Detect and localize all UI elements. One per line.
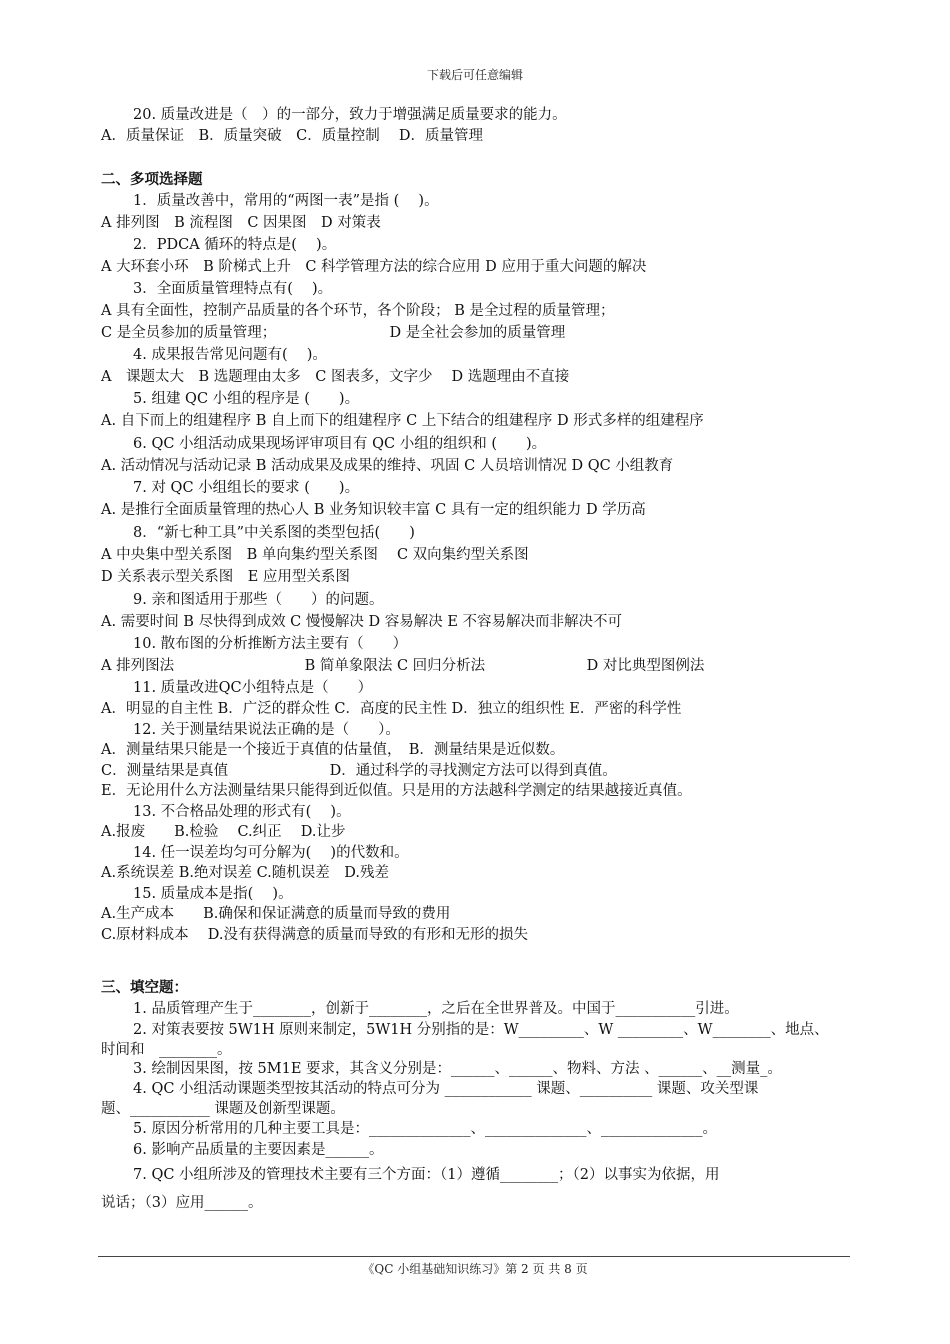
text-line: A 具有全面性，控制产品质量的各个环节，各个阶段； B 是全过程的质量管理； [101, 303, 615, 319]
section-heading: 二、多项选择题 [101, 171, 203, 188]
text-line: A.生产成本 B.确保和保证满意的质量而导致的费用 [101, 906, 451, 922]
text-line: A. 活动情况与活动记录 B 活动成果及成果的维持、巩固 C 人员培训情况 D QC 小组教育 [101, 458, 674, 474]
page-footer: 《QC 小组基础知识练习》第 2 页 共 8 页 [362, 1262, 588, 1276]
text-line: A 排列图 B 流程图 C 因果图 D 对策表 [101, 215, 381, 231]
text-line: 8．“新七种工具”中关系图的类型包括( ) [133, 525, 415, 541]
text-line: 说话；（3）应用______。 [101, 1195, 263, 1211]
text-line: A．质量保证 B．质量突破 C．质量控制 D．质量管理 [101, 128, 483, 144]
text-line: C．测量结果是真值 D．通过科学的寻找测定方法可以得到真值。 [101, 763, 617, 779]
section-heading: 三、填空题： [101, 979, 188, 996]
text-line: 14. 任一误差均匀可分解为( )的代数和。 [133, 845, 409, 861]
text-line: 9. 亲和图适用于那些（ ）的问题。 [133, 592, 384, 608]
text-line: 12. 关于测量结果说法正确的是（ ）。 [133, 722, 400, 738]
text-line: A.报废 B.检验 C.纠正 D.让步 [101, 824, 346, 840]
text-line: A 大环套小环 B 阶梯式上升 C 科学管理方法的综合应用 D 应用于重大问题的解决 [101, 259, 647, 275]
text-line: 1．质量改善中，常用的“两图一表”是指 ( )。 [133, 193, 439, 209]
text-line: 15. 质量成本是指( )。 [133, 886, 293, 902]
text-line: 7. QC 小组所涉及的管理技术主要有三个方面：（1）遵循________；（2）以事实为依据，用 [133, 1167, 720, 1183]
text-line: A. 自下而上的组建程序 B 自上而下的组建程序 C 上下结合的组建程序 D 形式多样的组建程序 [101, 413, 704, 429]
text-line: 4. 成果报告常见问题有( )。 [133, 347, 327, 363]
text-line: 11. 质量改进QC小组特点是（ ） [133, 680, 373, 696]
footer-divider [98, 1256, 850, 1257]
text-line: A 课题太大 B 选题理由太多 C 图表多，文字少 D 选题理由不直接 [101, 369, 570, 385]
page-header: 下载后可任意编辑 [426, 68, 523, 82]
text-line: 1. 品质管理产生于________，创新于________，之后在全世界普及。中国于___________引进。 [133, 1001, 739, 1017]
text-line: 题、___________ 课题及创新型课题。 [101, 1101, 345, 1117]
text-line: 2. 对策表要按 5W1H 原则来制定，5W1H 分别指的是：W_________、W _________、W________、地点、 [133, 1022, 829, 1038]
text-line: 10. 散布图的分析推断方法主要有（ ） [133, 636, 408, 652]
text-line: 6. QC 小组活动成果现场评审项目有 QC 小组的组织和 ( )。 [133, 436, 547, 452]
text-line: C.原材料成本 D.没有获得满意的质量而导致的有形和无形的损失 [101, 927, 529, 943]
text-line: A 中央集中型关系图 B 单向集约型关系图 C 双向集约型关系图 [101, 547, 529, 563]
text-line: 3. 绘制因果图，按 5M1E 要求，其含义分别是：______、______、物料、方法 、______、__测量_。 [133, 1061, 782, 1077]
text-line: C 是全员参加的质量管理； D 是全社会参加的质量管理 [101, 325, 566, 341]
text-line: A 排列图法 B 简单象限法 C 回归分析法 D 对比典型图例法 [101, 658, 705, 674]
text-line: 13. 不合格品处理的形式有( )。 [133, 804, 351, 820]
text-line: A．明显的自主性 B．广泛的群众性 C．高度的民主性 D．独立的组织性 E．严密的科学性 [101, 701, 682, 717]
text-line: A．测量结果只能是一个接近于真值的估量值， B．测量结果是近似数。 [101, 742, 565, 758]
text-line: 时间和 ________。 [101, 1042, 232, 1058]
text-line: 4. QC 小组活动课题类型按其活动的特点可分为 ____________ 课题、__________ 课题、攻关型课 [133, 1081, 759, 1097]
text-line: 2．PDCA 循环的特点是( )。 [133, 237, 337, 253]
text-line: 20. 质量改进是（ ）的一部分，致力于增强满足质量要求的能力。 [133, 107, 567, 123]
text-line: 6. 影响产品质量的主要因素是______。 [133, 1142, 384, 1158]
text-line: 5. 组建 QC 小组的程序是 ( )。 [133, 391, 360, 407]
text-line: A.系统误差 B.绝对误差 C.随机误差 D.残差 [101, 865, 389, 881]
text-line: A. 是推行全面质量管理的热心人 B 业务知识较丰富 C 具有一定的组织能力 D 学历高 [101, 502, 646, 518]
text-line: D 关系表示型关系图 E 应用型关系图 [101, 569, 350, 585]
text-line: 7. 对 QC 小组组长的要求 ( )。 [133, 480, 360, 496]
text-line: 5. 原因分析常用的几种主要工具是：______________、______________、______________。 [133, 1121, 717, 1137]
text-line: 3．全面质量管理特点有( )。 [133, 281, 333, 297]
text-line: E．无论用什么方法测量结果只能得到近似值。只是用的方法越科学测定的结果越接近真值。 [101, 783, 692, 799]
text-line: A. 需要时间 B 尽快得到成效 C 慢慢解决 D 容易解决 E 不容易解决而非解决不可 [101, 614, 623, 630]
